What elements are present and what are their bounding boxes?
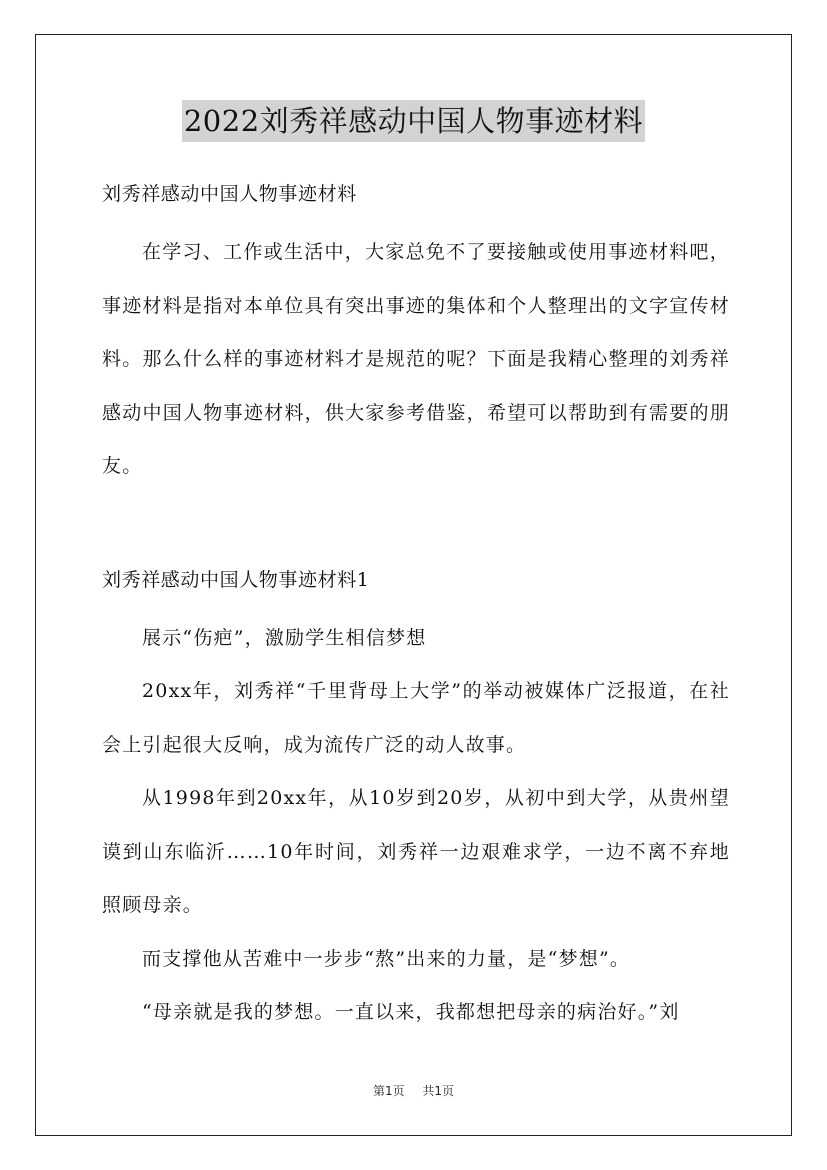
document-body (102, 174, 730, 1040)
spacer (102, 214, 730, 226)
spacer (102, 494, 730, 560)
body-paragraph: 而支撑他从苦难中一步步“熬”出来的力量，是“梦想”。 (142, 947, 631, 970)
body-paragraph: 20xx年，刘秀祥“千里背母上大学”的举动被媒体广泛报道，在社会上引起很大反响，成为流传广泛的动人故事。 (102, 680, 730, 756)
page-footer (0, 1082, 827, 1099)
intro-paragraph: 在学习、工作或生活中，大家总免不了要接触或使用事迹材料吧，事迹材料是指对本单位具有突出事迹的集体和个人整理出的文字宣传材料。那么什么样的事迹材料才是规范的呢？下面是我精心整理的刘秀祥感动中国人物事迹材料，供大家参考借鉴，希望可以帮助到有需要的朋友。 (102, 241, 730, 477)
page-total: 共1页 (422, 1084, 455, 1098)
section-heading: 刘秀祥感动中国人物事迹材料1 (102, 568, 370, 591)
intro-heading: 刘秀祥感动中国人物事迹材料 (102, 183, 357, 205)
document-title: 2022刘秀祥感动中国人物事迹材料 (182, 100, 645, 142)
page-number: 第1页 (372, 1084, 405, 1098)
section-subheading: 展示“伤疤”，激励学生相信梦想 (142, 626, 427, 649)
body-paragraph: “母亲就是我的梦想。一直以来，我都想把母亲的病治好。”刘 (142, 1001, 680, 1023)
spacer (102, 600, 730, 612)
body-paragraph: 从1998年到20xx年，从10岁到20岁，从初中到大学，从贵州望谟到山东临沂……10年时间，刘秀祥一边艰难求学，一边不离不弃地照顾母亲。 (102, 787, 730, 916)
title-container (0, 100, 827, 142)
